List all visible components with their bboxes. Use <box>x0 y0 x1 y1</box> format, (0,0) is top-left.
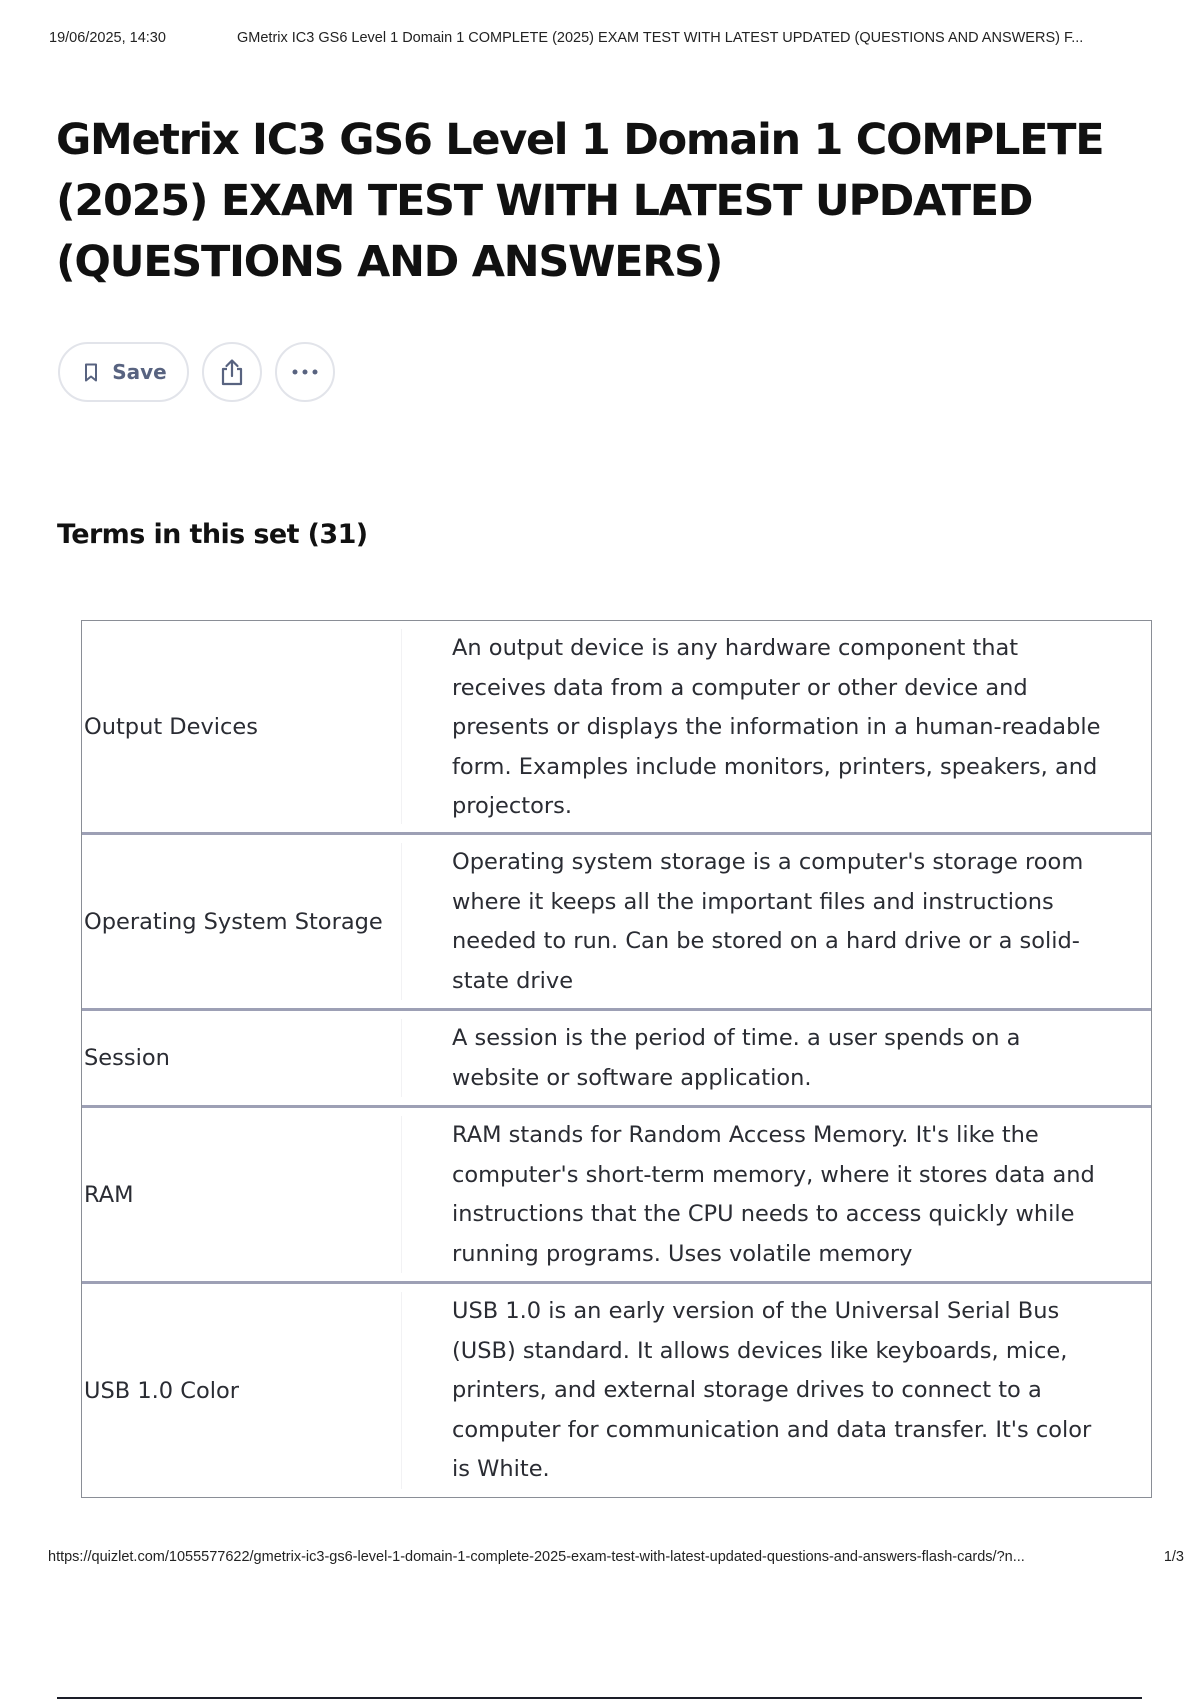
more-options-button[interactable] <box>275 342 335 402</box>
save-label: Save <box>112 360 167 384</box>
term-word: Operating System Storage <box>82 843 402 1000</box>
term-word: USB 1.0 Color <box>82 1292 402 1489</box>
terms-table <box>81 620 1152 1498</box>
print-page-title: GMetrix IC3 GS6 Level 1 Domain 1 COMPLETE (2025) EXAM TEST WITH LATEST UPDATED (QUESTIONS AND ANSWERS) F... <box>237 30 1084 46</box>
term-definition: An output device is any hardware component that receives data from a computer or other device and presents or displays the information in a human-readable form. Examples include monitors, printers, speakers, and projectors. <box>452 635 1101 819</box>
term-definition: A session is the period of time. a user spends on a website or software application. <box>452 1025 1021 1091</box>
set-title: GMetrix IC3 GS6 Level 1 Domain 1 COMPLETE (2025) EXAM TEST WITH LATEST UPDATED (QUESTIONS AND ANSWERS) <box>56 115 1104 287</box>
term-word: Output Devices <box>82 629 402 824</box>
term-definition: USB 1.0 is an early version of the Universal Serial Bus (USB) standard. It allows devices like keyboards, mice, printers, and external storage drives to connect to a computer for communication and data transfer. It's color is White. <box>452 1298 1092 1482</box>
term-word: Session <box>82 1019 402 1097</box>
print-header <box>49 30 1182 46</box>
term-row <box>82 832 1151 1008</box>
term-row <box>82 1281 1151 1497</box>
divider <box>57 1697 1142 1699</box>
print-date: 19/06/2025, 14:30 <box>49 30 166 46</box>
term-row <box>82 620 1151 832</box>
set-actions <box>58 342 335 402</box>
term-definition: Operating system storage is a computer's storage room where it keeps all the important files and instructions needed to run. Can be stored on a hard drive or a solid-state drive <box>452 849 1084 994</box>
save-button[interactable] <box>58 342 189 402</box>
more-options-icon <box>291 369 319 375</box>
share-button[interactable] <box>202 342 262 402</box>
print-footer <box>48 1549 1184 1565</box>
terms-heading: Terms in this set (31) <box>57 519 368 550</box>
term-row <box>82 1105 1151 1281</box>
term-definition: RAM stands for Random Access Memory. It's like the computer's short-term memory, where it stores data and instructions that the CPU needs to access quickly while running programs. Uses volatile memory <box>452 1122 1095 1267</box>
page-url: https://quizlet.com/1055577622/gmetrix-ic3-gs6-level-1-domain-1-complete-2025-exam-test-with-latest-updated-questions-and-answers-flash-cards/?n... <box>48 1549 1025 1565</box>
page-number: 1/3 <box>1163 1549 1184 1565</box>
share-icon <box>219 358 245 386</box>
term-word: RAM <box>82 1116 402 1273</box>
term-row <box>82 1008 1151 1105</box>
bookmark-icon <box>84 363 98 382</box>
